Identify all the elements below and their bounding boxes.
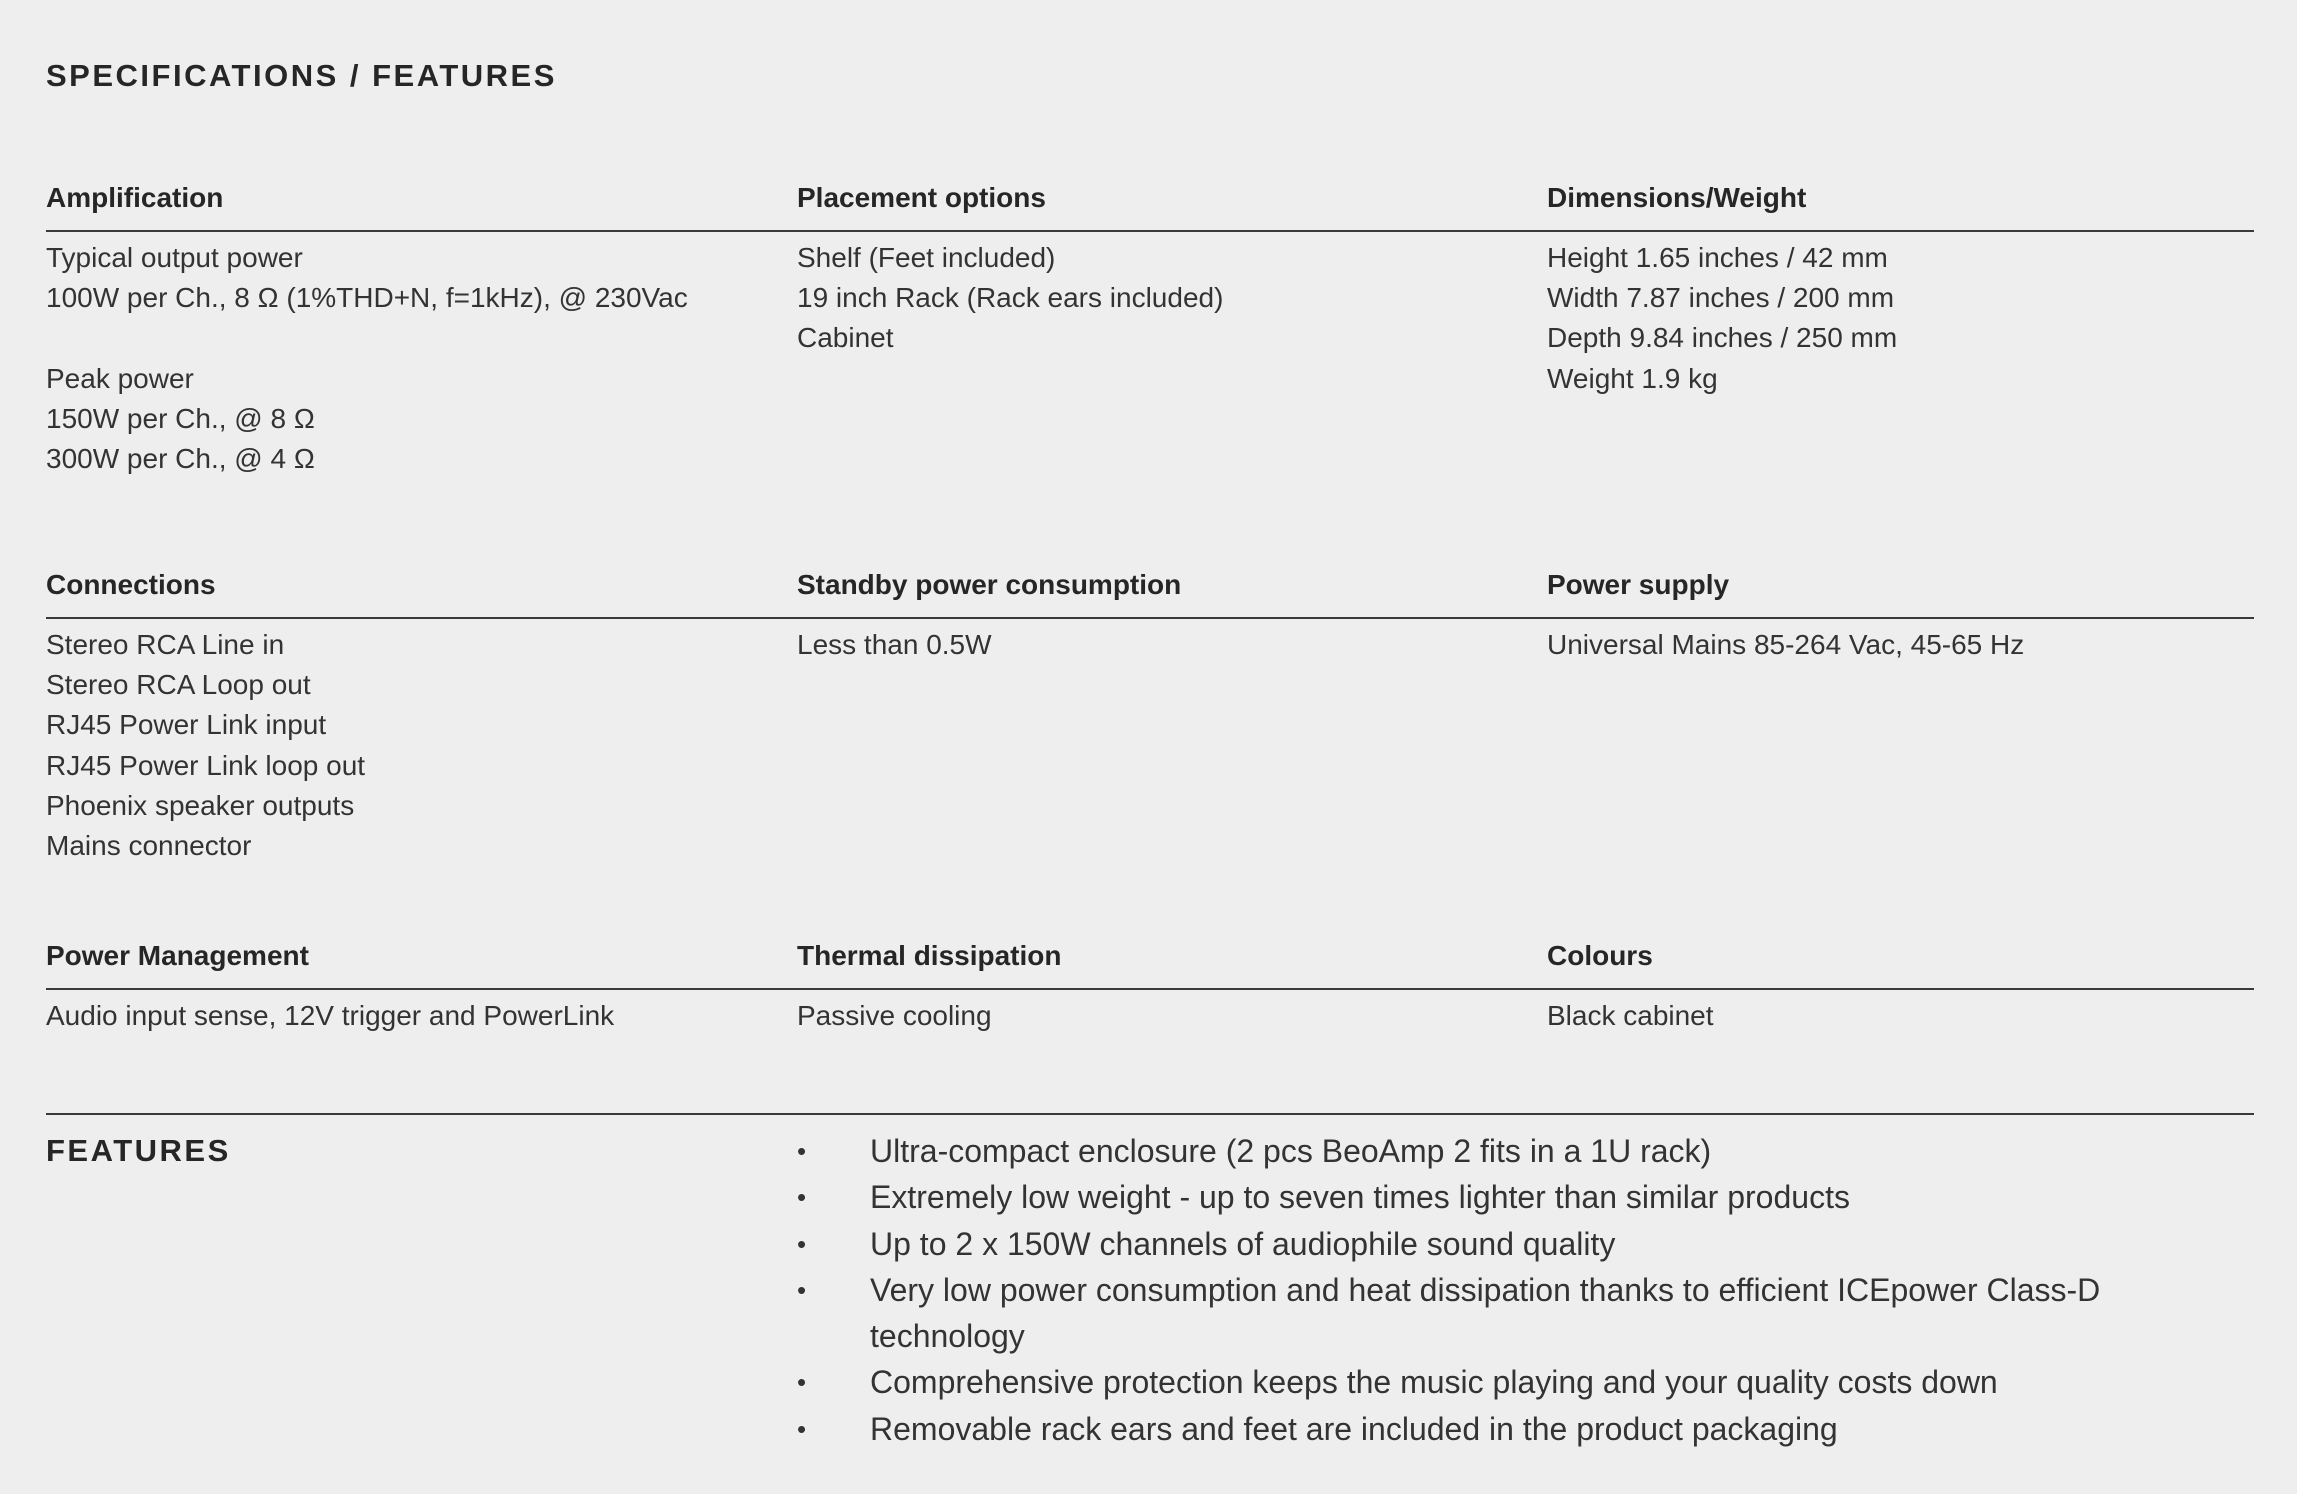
spec-section-connections	[46, 567, 766, 861]
spec-line: Width 7.87 inches / 200 mm	[1547, 282, 1895, 314]
feature-item	[797, 1128, 2237, 1174]
bullet-icon: •	[797, 1274, 807, 1305]
spec-section-standby-power	[797, 567, 1517, 660]
spec-line: Mains connector	[46, 829, 252, 861]
spec-line: Height 1.65 inches / 42 mm	[1547, 242, 1888, 273]
feature-item	[797, 1359, 2237, 1405]
spec-line: RJ45 Power Link input	[46, 709, 327, 741]
spec-line: 100W per Ch., 8 Ω (1%THD+N, f=1kHz), @ 230Vac	[46, 282, 688, 314]
row-divider	[46, 230, 2254, 232]
spec-section-dimensions-weight	[1547, 180, 2267, 394]
spec-line: Shelf (Feet included)	[797, 242, 1056, 273]
section-lines	[46, 238, 766, 479]
section-heading: Power Management	[46, 940, 309, 971]
features-divider	[46, 1113, 2254, 1115]
section-heading: Thermal dissipation	[797, 940, 1062, 971]
row-divider	[46, 988, 2254, 990]
spec-line: Black cabinet	[1547, 1000, 1714, 1031]
feature-item	[797, 1267, 2237, 1360]
spec-line: Passive cooling	[797, 1000, 992, 1031]
spec-section-placement-options	[797, 180, 1517, 354]
section-heading: Connections	[46, 569, 216, 600]
section-lines	[1547, 625, 2267, 665]
section-lines	[797, 238, 1517, 359]
feature-text: Extremely low weight - up to seven times lighter than similar products	[870, 1179, 1850, 1216]
section-lines	[46, 625, 766, 866]
spec-line: Typical output power	[46, 242, 303, 273]
spec-section-power-management	[46, 938, 766, 1031]
section-lines	[1547, 996, 2267, 1036]
section-heading: Power supply	[1547, 569, 1730, 600]
bullet-icon: •	[797, 1228, 807, 1259]
spec-line: RJ45 Power Link loop out	[46, 749, 366, 781]
spec-line: 300W per Ch., @ 4 Ω	[46, 442, 315, 474]
spec-section-power-supply	[1547, 567, 2267, 660]
bullet-icon: •	[797, 1182, 807, 1213]
spec-line: Stereo RCA Loop out	[46, 669, 311, 701]
spec-line: Cabinet	[797, 322, 894, 354]
spec-section-amplification	[46, 180, 766, 474]
spec-line: 150W per Ch., @ 8 Ω	[46, 402, 315, 434]
bullet-icon: •	[797, 1413, 807, 1444]
spec-line: Universal Mains 85-264 Vac, 45-65 Hz	[1547, 629, 2025, 660]
section-heading: Placement options	[797, 182, 1046, 213]
spec-line: 19 inch Rack (Rack ears included)	[797, 282, 1224, 314]
section-lines	[1547, 238, 2267, 399]
section-heading: Dimensions/Weight	[1547, 182, 1807, 213]
features-title: FEATURES	[46, 1133, 231, 1168]
bullet-icon: •	[797, 1367, 807, 1398]
section-heading: Standby power consumption	[797, 569, 1182, 600]
spec-sheet-page	[46, 0, 2254, 1494]
section-heading: Colours	[1547, 940, 1653, 971]
row-divider	[46, 617, 2254, 619]
page-title: SPECIFICATIONS / FEATURES	[46, 58, 557, 93]
section-lines	[46, 996, 766, 1036]
spec-line: Phoenix speaker outputs	[46, 789, 355, 821]
spec-line: Stereo RCA Line in	[46, 629, 285, 660]
spec-line: Weight 1.9 kg	[1547, 362, 1718, 394]
section-lines	[797, 996, 1517, 1036]
spec-line: Audio input sense, 12V trigger and PowerLink	[46, 1000, 615, 1031]
feature-item	[797, 1406, 2237, 1452]
feature-text: Ultra-compact enclosure (2 pcs BeoAmp 2 fits in a 1U rack)	[870, 1133, 1712, 1169]
feature-item	[797, 1221, 2237, 1267]
feature-text: Very low power consumption and heat dissipation thanks to efficient ICEpower Class-D technology	[870, 1271, 2101, 1355]
feature-text: Comprehensive protection keeps the music playing and your quality costs down	[870, 1364, 1998, 1401]
spec-section-colours	[1547, 938, 2267, 1031]
spec-line: Depth 9.84 inches / 250 mm	[1547, 322, 1898, 354]
spec-line: Less than 0.5W	[797, 629, 992, 660]
spec-line-blank	[46, 318, 766, 358]
features-list	[797, 1128, 2237, 1452]
feature-text: Up to 2 x 150W channels of audiophile sound quality	[870, 1225, 1616, 1262]
spec-section-thermal-dissipation	[797, 938, 1517, 1031]
section-heading: Amplification	[46, 182, 224, 213]
feature-item	[797, 1174, 2237, 1220]
bullet-icon: •	[797, 1136, 807, 1166]
feature-text: Removable rack ears and feet are included in the product packaging	[870, 1410, 1838, 1447]
section-lines	[797, 625, 1517, 665]
spec-line: Peak power	[46, 362, 194, 394]
